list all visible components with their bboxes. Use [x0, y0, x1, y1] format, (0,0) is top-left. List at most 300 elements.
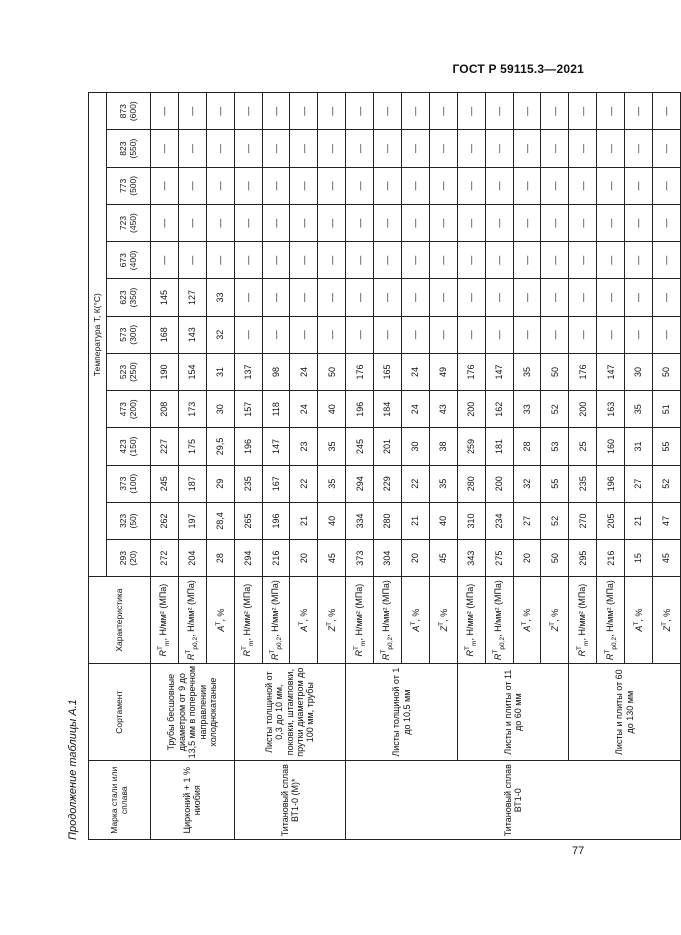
temp-header-cell	[107, 391, 151, 428]
value-cell: —	[513, 279, 541, 316]
value-cell: —	[206, 93, 234, 130]
characteristic-superscript: T	[409, 621, 417, 626]
value-cell: 24	[402, 391, 430, 428]
characteristic-subscript: m	[247, 640, 255, 646]
value-cell: 55	[653, 428, 681, 465]
value-cell: —	[234, 204, 262, 241]
value-cell: —	[318, 93, 346, 130]
product-cell: Листы и плиты от 11 до 60 мм	[457, 663, 569, 761]
value-cell: 259	[457, 428, 485, 465]
value-cell: 245	[151, 465, 179, 502]
value-cell: 196	[346, 391, 374, 428]
value-cell: —	[597, 316, 625, 353]
characteristic-symbol: R	[241, 649, 252, 657]
value-cell: —	[541, 316, 569, 353]
value-cell: 173	[178, 391, 206, 428]
characteristic-symbol: R	[493, 653, 503, 661]
value-cell: —	[346, 130, 374, 167]
value-cell: —	[346, 93, 374, 130]
temp-kelvin: 523	[117, 364, 128, 380]
value-cell: 334	[346, 502, 374, 539]
characteristic-unit: , %	[550, 608, 561, 622]
value-cell: —	[625, 93, 653, 130]
value-cell: 32	[513, 465, 541, 502]
characteristic-symbol: A	[215, 625, 226, 632]
value-cell: —	[429, 279, 457, 316]
value-cell: —	[569, 316, 597, 353]
value-cell: —	[429, 167, 457, 204]
characteristic-unit: , %	[327, 608, 338, 622]
value-cell: 43	[429, 391, 457, 428]
characteristic-symbol: R	[576, 649, 587, 657]
temp-kelvin: 823	[117, 141, 128, 156]
value-cell: 30	[625, 353, 653, 390]
value-cell: 22	[290, 465, 318, 502]
value-cell: —	[178, 130, 206, 167]
value-cell: —	[569, 130, 597, 167]
value-cell: 21	[402, 502, 430, 539]
value-cell: 343	[457, 540, 485, 577]
value-cell: 280	[374, 502, 402, 539]
value-cell: 50	[653, 353, 681, 390]
value-cell: 373	[346, 540, 374, 577]
temp-celsius: (20)	[127, 550, 138, 566]
value-cell: 21	[290, 502, 318, 539]
characteristic-cell	[513, 577, 541, 664]
value-cell: —	[374, 316, 402, 353]
characteristic-cell	[541, 577, 569, 664]
temp-celsius: (500)	[127, 175, 138, 196]
table-row	[569, 93, 597, 840]
value-cell: —	[457, 167, 485, 204]
characteristic-unit: , Н/мм² (МПа)	[493, 580, 503, 637]
characteristic-unit: , Н/мм² (МПа)	[353, 583, 364, 641]
value-cell: —	[234, 167, 262, 204]
characteristic-symbol: Z	[661, 625, 672, 632]
characteristic-cell	[429, 577, 457, 664]
value-cell: 29,5	[206, 428, 234, 465]
value-cell: —	[513, 242, 541, 279]
value-cell: —	[653, 204, 681, 241]
value-cell: —	[262, 279, 290, 316]
value-cell: —	[318, 242, 346, 279]
characteristic-symbol: Z	[327, 625, 338, 632]
value-cell: 49	[429, 353, 457, 390]
temp-kelvin: 623	[117, 290, 128, 305]
value-cell: 227	[151, 428, 179, 465]
temp-header-cell	[107, 316, 151, 353]
value-cell: —	[569, 204, 597, 241]
value-cell: 45	[653, 540, 681, 577]
value-cell: —	[262, 242, 290, 279]
characteristic-cell	[374, 577, 402, 664]
temp-celsius: (450)	[127, 213, 138, 233]
value-cell: —	[346, 279, 374, 316]
characteristic-superscript: T	[185, 649, 193, 654]
temp-header-cell	[107, 502, 151, 539]
characteristic-subscript: p0,2	[192, 636, 199, 650]
value-cell: 23	[290, 428, 318, 465]
characteristic-cell	[569, 577, 597, 664]
value-cell: 143	[178, 316, 206, 353]
value-cell: 52	[541, 502, 569, 539]
value-cell: 137	[234, 353, 262, 390]
value-cell: 30	[206, 391, 234, 428]
value-cell: —	[597, 93, 625, 130]
temp-kelvin: 673	[117, 253, 128, 268]
value-cell: —	[374, 93, 402, 130]
value-cell: —	[625, 242, 653, 279]
value-cell: —	[513, 130, 541, 167]
characteristic-symbol: A	[522, 625, 533, 632]
temp-kelvin: 423	[117, 439, 128, 454]
characteristic-subscript: m	[164, 640, 172, 646]
characteristic-subscript: m	[470, 640, 478, 646]
value-cell: 187	[178, 465, 206, 502]
value-cell: 162	[485, 391, 513, 428]
value-cell: —	[234, 93, 262, 130]
value-cell: —	[402, 93, 430, 130]
value-cell: 196	[234, 428, 262, 465]
value-cell: —	[290, 204, 318, 241]
characteristic-symbol: Z	[438, 625, 449, 632]
temp-header-cell	[107, 93, 151, 130]
value-cell: 29	[206, 465, 234, 502]
characteristic-symbol: R	[186, 653, 197, 661]
value-cell: —	[541, 242, 569, 279]
characteristic-superscript: T	[240, 645, 248, 650]
value-cell: —	[402, 204, 430, 241]
value-cell: —	[457, 93, 485, 130]
value-cell: 176	[569, 353, 597, 390]
value-cell: —	[290, 316, 318, 353]
value-cell: —	[457, 279, 485, 316]
temp-header-cell	[107, 428, 151, 465]
characteristic-symbol: A	[299, 625, 310, 632]
value-cell: 118	[262, 391, 290, 428]
value-cell: —	[318, 130, 346, 167]
value-cell: —	[318, 316, 346, 353]
table-caption: Продолжение таблицы А.1	[67, 699, 79, 840]
value-cell: 270	[569, 502, 597, 539]
value-cell: —	[262, 316, 290, 353]
value-cell: 181	[485, 428, 513, 465]
temp-kelvin: 723	[117, 215, 128, 231]
temp-header-cell	[107, 353, 151, 390]
product-cell: Листы толщиной от 1 до 10,5 мм	[346, 663, 458, 761]
value-cell: —	[485, 242, 513, 279]
value-cell: —	[262, 167, 290, 204]
temp-header-cell	[107, 130, 151, 167]
value-cell: —	[290, 167, 318, 204]
characteristic-unit: , Н/мм² (МПа)	[241, 583, 252, 641]
value-cell: 21	[625, 502, 653, 539]
value-cell: —	[457, 316, 485, 353]
value-cell: —	[262, 93, 290, 130]
value-cell: 196	[597, 465, 625, 502]
value-cell: 22	[402, 465, 430, 502]
value-cell: —	[346, 242, 374, 279]
value-cell: —	[457, 204, 485, 241]
value-cell: —	[290, 130, 318, 167]
value-cell: —	[429, 242, 457, 279]
value-cell: —	[234, 279, 262, 316]
value-cell: 234	[485, 502, 513, 539]
header-grade: Марка стали или сплава	[89, 761, 151, 840]
temp-celsius: (150)	[127, 436, 138, 457]
value-cell: 50	[318, 353, 346, 390]
value-cell: 45	[318, 540, 346, 577]
value-cell: —	[485, 167, 513, 204]
value-cell: 175	[178, 428, 206, 465]
value-cell: —	[457, 242, 485, 279]
value-cell: —	[151, 204, 179, 241]
value-cell: —	[374, 279, 402, 316]
value-cell: 167	[262, 465, 290, 502]
value-cell: —	[346, 316, 374, 353]
value-cell: —	[206, 204, 234, 241]
characteristic-unit: , %	[522, 608, 533, 622]
value-cell: —	[541, 167, 569, 204]
temp-header-cell	[107, 167, 151, 204]
value-cell: —	[597, 130, 625, 167]
temp-celsius: (350)	[127, 287, 138, 308]
grade-cell: Цирконий + 1 % ниобия	[151, 761, 235, 840]
characteristic-unit: , Н/мм² (МПа)	[158, 583, 169, 641]
value-cell: 24	[290, 353, 318, 390]
value-cell: 50	[541, 540, 569, 577]
value-cell: —	[513, 316, 541, 353]
value-cell: 31	[206, 353, 234, 390]
value-cell: —	[374, 204, 402, 241]
characteristic-superscript: T	[492, 649, 499, 654]
value-cell: —	[653, 130, 681, 167]
characteristic-cell	[262, 577, 290, 664]
value-cell: —	[402, 316, 430, 353]
table-body	[151, 93, 681, 840]
characteristic-superscript: T	[575, 645, 583, 650]
value-cell: 310	[457, 502, 485, 539]
value-cell: 33	[206, 279, 234, 316]
characteristic-superscript: T	[521, 621, 529, 626]
value-cell: —	[234, 242, 262, 279]
value-cell: 35	[318, 428, 346, 465]
value-cell: —	[318, 204, 346, 241]
value-cell: 200	[569, 391, 597, 428]
value-cell: 47	[653, 502, 681, 539]
characteristic-subscript: p0,2	[275, 636, 283, 650]
value-cell: —	[178, 242, 206, 279]
value-cell: 25	[569, 428, 597, 465]
value-cell: 52	[653, 465, 681, 502]
value-cell: —	[290, 242, 318, 279]
value-cell: 229	[374, 465, 402, 502]
value-cell: —	[346, 167, 374, 204]
table-row	[346, 93, 374, 840]
value-cell: 28	[206, 540, 234, 577]
value-cell: 184	[374, 391, 402, 428]
characteristic-superscript: T	[268, 649, 276, 654]
value-cell: —	[485, 93, 513, 130]
value-cell: —	[206, 242, 234, 279]
characteristic-superscript: T	[603, 649, 611, 654]
characteristic-unit: , %	[410, 608, 421, 622]
value-cell: 235	[569, 465, 597, 502]
characteristic-cell	[402, 577, 430, 664]
value-cell: 265	[234, 502, 262, 539]
value-cell: —	[402, 130, 430, 167]
characteristic-unit: , Н/мм² (МПа)	[465, 583, 476, 641]
value-cell: 245	[346, 428, 374, 465]
characteristic-subscript: p0,2	[610, 636, 618, 650]
value-cell: —	[597, 167, 625, 204]
grade-cell: Титановый сплав ВТ1-0	[346, 761, 681, 840]
table-row	[151, 93, 179, 840]
temp-celsius: (550)	[127, 138, 138, 159]
characteristic-cell	[653, 577, 681, 664]
table-row	[457, 93, 485, 840]
value-cell: 24	[402, 353, 430, 390]
value-cell: —	[151, 93, 179, 130]
temp-header-cell	[107, 242, 151, 279]
characteristic-cell	[206, 577, 234, 664]
characteristic-subscript: p0,2	[387, 636, 395, 650]
value-cell: —	[485, 130, 513, 167]
value-cell: —	[541, 130, 569, 167]
temp-celsius: (400)	[127, 250, 138, 271]
characteristic-unit: , %	[299, 608, 310, 622]
value-cell: 15	[625, 540, 653, 577]
characteristic-cell	[485, 577, 513, 664]
characteristic-superscript: T	[157, 645, 165, 650]
value-cell: 35	[625, 391, 653, 428]
value-cell: 200	[485, 465, 513, 502]
value-cell: 28,4	[206, 502, 234, 539]
standard-header: ГОСТ Р 59115.3—2021	[452, 62, 584, 76]
value-cell: 52	[541, 391, 569, 428]
value-cell: 235	[234, 465, 262, 502]
value-cell: 33	[513, 391, 541, 428]
characteristic-superscript: T	[298, 621, 306, 626]
value-cell: 200	[457, 391, 485, 428]
temp-celsius: (50)	[127, 513, 138, 529]
value-cell: —	[569, 93, 597, 130]
value-cell: —	[178, 204, 206, 241]
header-characteristic: Характеристика	[89, 577, 151, 664]
value-cell: —	[625, 130, 653, 167]
value-cell: 165	[374, 353, 402, 390]
value-cell: —	[346, 204, 374, 241]
value-cell: 28	[513, 428, 541, 465]
temp-celsius: (100)	[127, 473, 138, 494]
value-cell: —	[541, 93, 569, 130]
value-cell: —	[513, 204, 541, 241]
value-cell: 176	[346, 353, 374, 390]
value-cell: —	[374, 167, 402, 204]
temp-header-cell	[107, 465, 151, 502]
value-cell: 30	[402, 428, 430, 465]
value-cell: —	[402, 167, 430, 204]
properties-table	[88, 92, 681, 840]
characteristic-symbol: A	[633, 625, 644, 632]
value-cell: —	[318, 167, 346, 204]
characteristic-cell	[178, 577, 206, 664]
characteristic-symbol: A	[410, 625, 421, 632]
value-cell: —	[374, 130, 402, 167]
value-cell: —	[625, 167, 653, 204]
product-cell: Трубы бесшовные диаметром от 9 до 13,5 мм в поперечном направлении холоднокатаные	[151, 663, 235, 761]
characteristic-superscript: T	[660, 621, 668, 626]
value-cell: 275	[485, 540, 513, 577]
characteristic-unit: , %	[438, 608, 449, 622]
value-cell: 147	[597, 353, 625, 390]
temp-kelvin: 323	[117, 513, 128, 529]
value-cell: —	[290, 279, 318, 316]
characteristic-unit: , Н/мм² (МПа)	[186, 580, 197, 637]
value-cell: —	[653, 93, 681, 130]
characteristic-cell	[346, 577, 374, 664]
product-cell: Листы толщиной от 0,3 до 10 мм, поковки, штамповки, прутки диаметром до 100 мм, трубы	[234, 663, 346, 761]
value-cell: 50	[541, 353, 569, 390]
characteristic-unit: , %	[215, 608, 226, 622]
characteristic-symbol: R	[381, 653, 392, 661]
temp-celsius: (300)	[127, 324, 138, 345]
characteristic-symbol: R	[353, 649, 364, 657]
value-cell: —	[597, 279, 625, 316]
value-cell: —	[151, 242, 179, 279]
value-cell: 51	[653, 391, 681, 428]
table-row	[234, 93, 262, 840]
page-number: 77	[572, 845, 585, 857]
value-cell: 160	[597, 428, 625, 465]
value-cell: —	[625, 204, 653, 241]
temp-celsius: (250)	[127, 362, 138, 382]
value-cell: 98	[262, 353, 290, 390]
characteristic-cell	[457, 577, 485, 664]
characteristic-symbol: R	[465, 649, 476, 657]
value-cell: 147	[485, 353, 513, 390]
value-cell: 201	[374, 428, 402, 465]
value-cell: 272	[151, 540, 179, 577]
value-cell: —	[457, 130, 485, 167]
value-cell: 205	[597, 502, 625, 539]
value-cell: —	[513, 167, 541, 204]
value-cell: —	[206, 167, 234, 204]
characteristic-superscript: T	[352, 645, 360, 650]
value-cell: —	[429, 316, 457, 353]
value-cell: 176	[457, 353, 485, 390]
value-cell: —	[653, 242, 681, 279]
value-cell: 197	[178, 502, 206, 539]
temp-kelvin: 373	[117, 476, 128, 491]
value-cell: 20	[402, 540, 430, 577]
characteristic-superscript: T	[214, 621, 222, 626]
product-cell: Листы и плиты от 60 до 130 мм	[569, 663, 681, 761]
characteristic-unit: , %	[633, 608, 644, 622]
value-cell: 295	[569, 540, 597, 577]
value-cell: 20	[290, 540, 318, 577]
value-cell: —	[429, 93, 457, 130]
value-cell: 294	[234, 540, 262, 577]
value-cell: —	[178, 167, 206, 204]
value-cell: 27	[625, 465, 653, 502]
value-cell: 40	[318, 502, 346, 539]
characteristic-unit: , Н/мм² (МПа)	[604, 580, 615, 637]
value-cell: —	[206, 130, 234, 167]
value-cell: 35	[318, 465, 346, 502]
value-cell: 40	[429, 502, 457, 539]
characteristic-subscript: p0,2	[498, 636, 506, 650]
